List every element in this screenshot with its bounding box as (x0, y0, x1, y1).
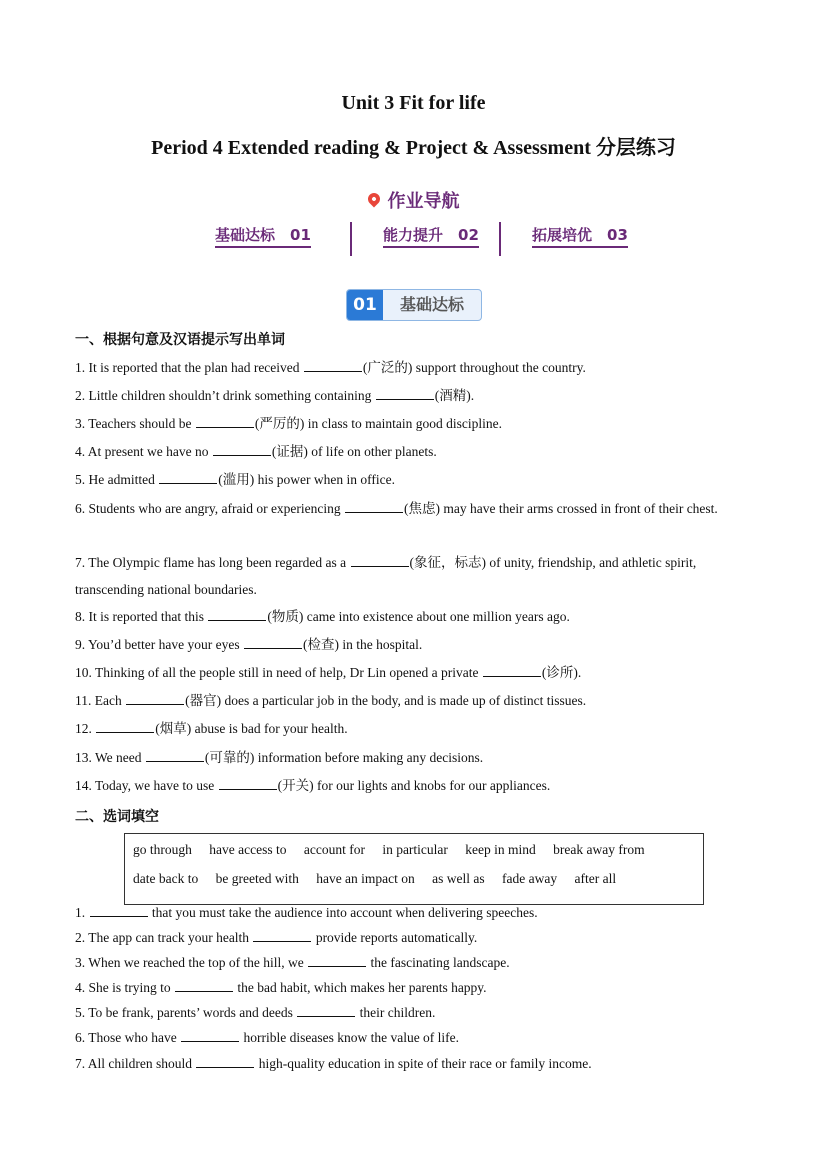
answer-blank[interactable] (90, 904, 148, 917)
word-bank-item: have access to (209, 842, 287, 857)
unit-title: Unit 3 Fit for life (341, 92, 486, 114)
nav-divider (350, 222, 352, 256)
nav-divider (499, 222, 501, 256)
word-bank-item: go through (133, 842, 192, 857)
answer-blank[interactable] (297, 1004, 355, 1017)
question-item: 9. You’d better have your eyes (检查) in the hospital. (75, 637, 423, 652)
question-item: 11. Each (器官) does a particular job in the body, and is made up of distinct tissues. (75, 693, 587, 708)
fill-item: 1. that you must take the audience into account when delivering speeches. (75, 905, 538, 920)
word-bank-item: after all (574, 871, 617, 886)
word-bank-item: have an impact on (316, 871, 415, 886)
question-item: 3. Teachers should be (严厉的) in class to maintain good discipline. (75, 416, 502, 431)
question-item: 2. Little children shouldn’t drink something containing (酒精). (75, 388, 475, 403)
answer-blank[interactable] (196, 1055, 254, 1068)
fill-item: 2. The app can track your health provide reports automatically. (75, 930, 478, 945)
answer-blank[interactable] (244, 636, 302, 649)
answer-blank[interactable] (351, 554, 409, 567)
section2-heading: 二、选词填空 (75, 809, 159, 825)
answer-blank[interactable] (146, 749, 204, 762)
question-item: 7. The Olympic flame has long been regarded as a (象征，标志) of unity, friendship, and athletic spirit, transcending national boundaries. (75, 555, 697, 597)
answer-blank[interactable] (96, 720, 154, 733)
answer-blank[interactable] (175, 979, 233, 992)
answer-blank[interactable] (181, 1029, 239, 1042)
answer-blank[interactable] (308, 954, 366, 967)
fill-item: 6. Those who have horrible diseases know the value of life. (75, 1030, 460, 1045)
section-badge (346, 289, 482, 321)
fill-item: 5. To be frank, parents’ words and deeds their children. (75, 1005, 436, 1020)
word-bank-item: account for (303, 842, 365, 857)
word-bank-box (124, 833, 704, 905)
answer-blank[interactable] (376, 387, 434, 400)
fill-item: 4. She is trying to the bad habit, which makes her parents happy. (75, 980, 487, 995)
word-bank-row (133, 842, 659, 858)
word-bank-item: in particular (382, 842, 448, 857)
question-item: 1. It is reported that the plan had received (广泛的) support throughout the country. (75, 360, 586, 375)
answer-blank[interactable] (345, 500, 403, 513)
answer-blank[interactable] (213, 443, 271, 456)
answer-blank[interactable] (483, 664, 541, 677)
question-item: 14. Today, we have to use (开关) for our lights and knobs for our appliances. (75, 778, 551, 793)
word-bank-item: fade away (502, 871, 558, 886)
answer-blank[interactable] (126, 692, 184, 705)
word-bank-item: as well as (432, 871, 485, 886)
fill-item: 7. All children should high-quality education in spite of their race or family income. (75, 1056, 592, 1071)
homework-nav-title (0, 187, 827, 213)
nav-link-basic[interactable]: 基础达标 01 (215, 224, 311, 248)
word-bank-item: date back to (133, 871, 199, 886)
homework-nav-links (0, 222, 827, 258)
question-item: 8. It is reported that this (物质) came into existence about one million years ago. (75, 609, 570, 624)
answer-blank[interactable] (196, 415, 254, 428)
period-title: Period 4 Extended reading & Project & Assessment 分层练习 (151, 137, 676, 159)
nav-link-extension[interactable]: 拓展培优 03 (532, 224, 628, 248)
question-item: 6. Students who are angry, afraid or experiencing (焦虑) may have their arms crossed in front of their chest. (75, 501, 718, 516)
answer-blank[interactable] (208, 608, 266, 621)
section1-heading: 一、根据句意及汉语提示写出单词 (75, 332, 285, 348)
word-bank-row (133, 871, 630, 887)
nav-link-ability[interactable]: 能力提升 02 (383, 224, 479, 248)
badge-label: 基础达标 (399, 295, 464, 314)
location-pin-icon (365, 191, 382, 208)
question-item: 10. Thinking of all the people still in need of help, Dr Lin opened a private (诊所). (75, 665, 582, 680)
question-item: 13. We need (可靠的) information before making any decisions. (75, 750, 484, 765)
answer-blank[interactable] (304, 359, 362, 372)
word-bank-item: break away from (553, 842, 645, 857)
question-item: 5. He admitted (滥用) his power when in office. (75, 472, 395, 487)
answer-blank[interactable] (159, 471, 217, 484)
answer-blank[interactable] (253, 929, 311, 942)
badge-number: 01 (347, 290, 383, 320)
word-bank-item: be greeted with (215, 871, 299, 886)
answer-blank[interactable] (219, 777, 277, 790)
question-item: 12. (烟草) abuse is bad for your health. (75, 721, 348, 736)
question-item: 4. At present we have no (证据) of life on other planets. (75, 444, 437, 459)
fill-item: 3. When we reached the top of the hill, we the fascinating landscape. (75, 955, 510, 970)
nav-title-text: 作业导航 (387, 191, 460, 212)
word-bank-item: keep in mind (465, 842, 536, 857)
